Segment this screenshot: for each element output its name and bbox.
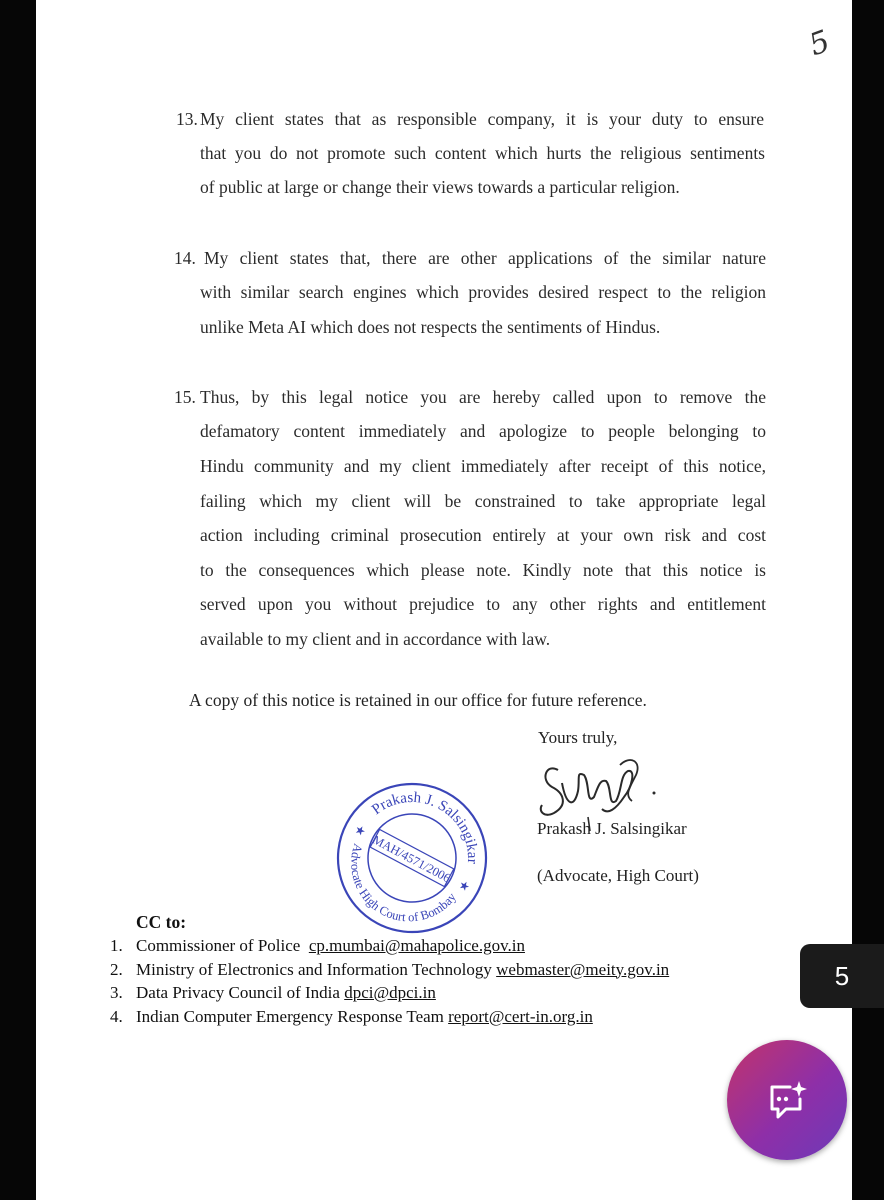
paragraph-line: failing which my client will be constrained to take appropriate legal <box>200 491 766 511</box>
cc-recipient-email[interactable]: cp.mumbai@mahapolice.gov.in <box>308 936 525 955</box>
cc-recipient-email[interactable]: webmaster@meity.gov.in <box>496 959 670 979</box>
page-number-badge <box>800 944 884 1008</box>
cc-list <box>110 934 669 1028</box>
closing-salutation: Yours truly, <box>538 728 618 747</box>
paragraph-line: action including criminal prosecution entirely at your own risk and cost <box>200 525 766 545</box>
paragraph-line: to the consequences which please note. Kindly note that this notice is <box>200 560 766 580</box>
signatory-name: Prakash J. Salsingikar <box>537 819 687 838</box>
cc-recipient-email[interactable]: dpci@dpci.in <box>344 983 436 1002</box>
paragraph-number: 14. <box>174 248 196 268</box>
paragraph-line: of public at large or change their views towards a particular religion. <box>200 177 680 197</box>
retained-note: A copy of this notice is retained in our office for future reference. <box>189 690 647 710</box>
paragraph-number: 13. <box>176 109 198 129</box>
paragraph-line: available to my client and in accordance with law. <box>200 629 551 649</box>
ai-assistant-button[interactable] <box>727 1040 847 1160</box>
viewer-left-margin <box>0 0 36 1200</box>
paragraph-line: with similar search engines which provides desired respect to the religion <box>200 282 766 302</box>
cc-item-number: 1. <box>110 936 123 955</box>
document-page <box>36 0 852 1200</box>
viewer-right-margin <box>852 0 884 1200</box>
cc-recipient-name: Ministry of Electronics and Information Technology <box>136 959 492 979</box>
cc-list-item <box>110 958 669 982</box>
cc-item-number: 3. <box>110 983 123 1002</box>
cc-title: CC to: <box>136 912 187 932</box>
stamp-top-text: Prakash J. Salsingikar <box>369 789 481 865</box>
paragraph-line: My client states that as responsible company, it is your duty to ensure <box>200 109 764 129</box>
paragraph-line: My client states that, there are other applications of the similar nature <box>204 248 766 268</box>
svg-text:★: ★ <box>456 877 473 895</box>
cc-list-item <box>110 981 669 1005</box>
cc-list-item <box>110 934 669 958</box>
paragraph-line: unlike Meta AI which does not respects the sentiments of Hindus. <box>200 317 661 337</box>
advocate-seal-stamp <box>334 780 490 936</box>
paragraph-line: served upon you without prejudice to any other rights and entitlement <box>200 594 766 614</box>
cc-recipient-name: Indian Computer Emergency Response Team <box>136 1006 444 1026</box>
ai-chat-sparkle-icon <box>764 1077 810 1123</box>
svg-text:★: ★ <box>352 821 369 840</box>
cc-recipient-name: Data Privacy Council of India <box>136 983 340 1002</box>
stamp-bottom-text: Advocate High Court of Bombay <box>348 842 459 925</box>
paragraph-line: defamatory content immediately and apologize to people belonging to <box>200 421 766 441</box>
stamp-registration-number: MAH/4571/2006 <box>370 832 453 886</box>
handwritten-page-number: 5 <box>804 23 835 64</box>
cc-list-item <box>110 1005 669 1029</box>
paragraph-line: that you do not promote such content which hurts the religious sentiments <box>200 143 765 163</box>
cc-item-number: 2. <box>110 959 123 979</box>
cc-item-number: 4. <box>110 1006 123 1026</box>
paragraph-line: Thus, by this legal notice you are hereby called upon to remove the <box>200 387 766 407</box>
cc-recipient-name: Commissioner of Police <box>136 936 301 955</box>
page-number-text: 5 <box>834 960 850 991</box>
paragraph-number: 15. <box>174 387 196 407</box>
cc-recipient-email[interactable]: report@cert-in.org.in <box>448 1006 593 1026</box>
signatory-role: (Advocate, High Court) <box>537 866 699 885</box>
paragraph-line: Hindu community and my client immediately after receipt of this notice, <box>200 456 766 476</box>
